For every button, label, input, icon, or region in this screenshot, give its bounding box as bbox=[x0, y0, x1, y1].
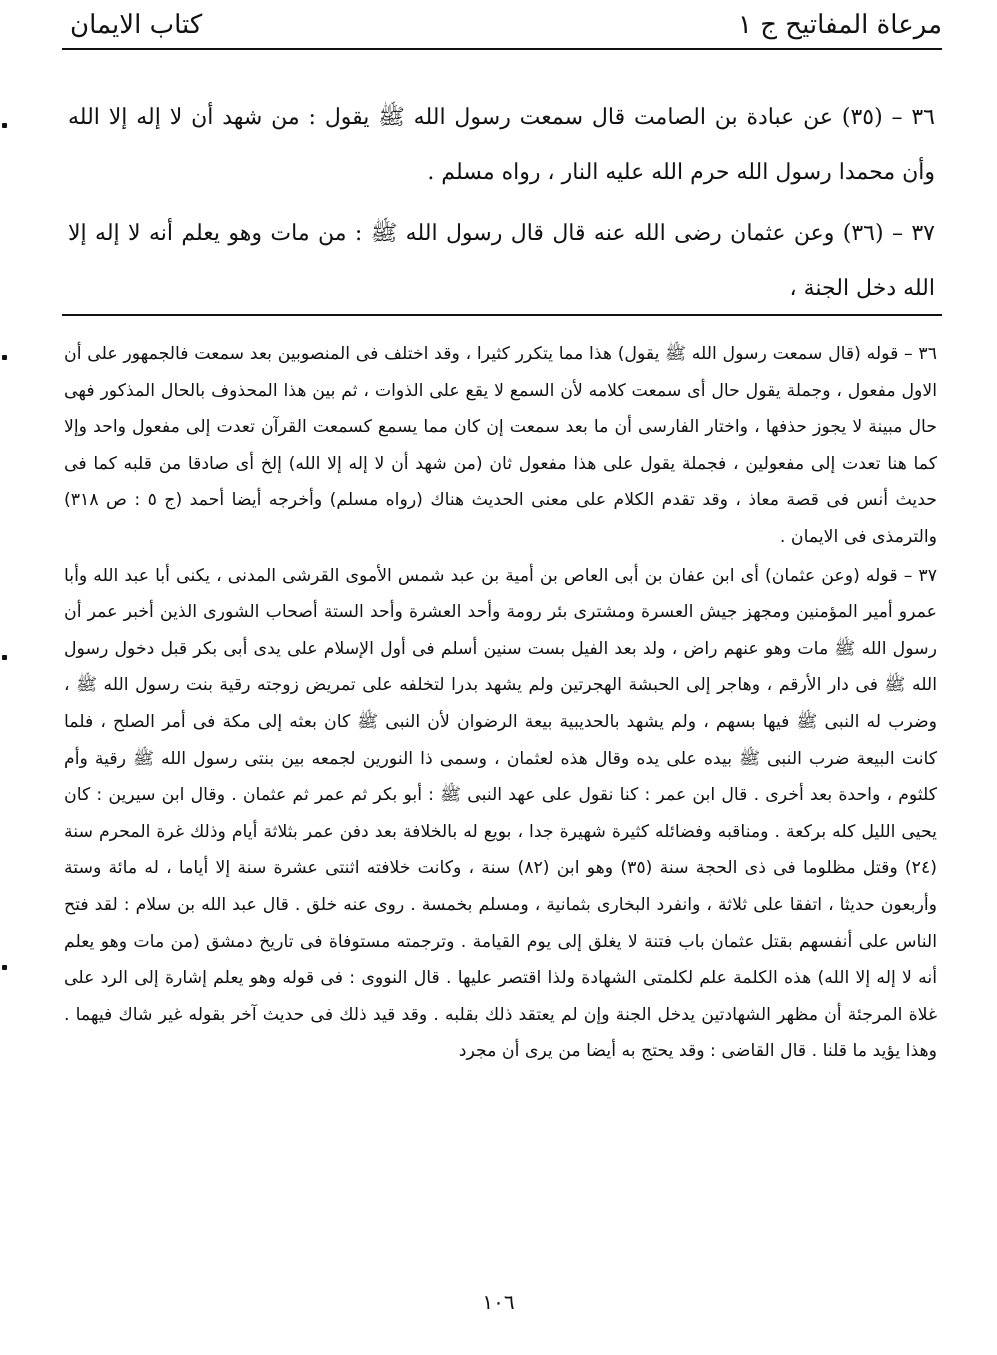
margin-mark bbox=[2, 355, 7, 360]
margin-mark bbox=[2, 123, 7, 128]
section-divider bbox=[62, 314, 942, 316]
commentary-36: ٣٦ – قوله (قال سمعت رسول الله ﷺ يقول) هذا مما يتكرر كثيرا ، وقد اختلف فى المنصوبين بعد سمعت فالجمهور على أن الاول مفعول ، وجملة يقول حال أى سمعت كلامه لأن السمع لا يقع على الذوات ، ثم بين هذا المحذوف بالحال المذكور فهى حال مبينة لا يجوز حذفها ، واختار الفارسى أن ما بعد سمعت إن كان مما يسمع كسمعت القرآن تعدت إلى مفعول واحد وإلا كما هنا تعدت إلى مفعولين ، فجملة يقول على هذا مفعول ثان (من شهد أن لا إله إلا الله) إلخ أى صادقا من قلبه كما فى حديث أنس فى قصة معاذ ، وقد تقدم الكلام على معنى الحديث هناك (رواه مسلم) وأخرجه أيضا أحمد (ج ٥ : ص ٣١٨) والترمذى فى الايمان . bbox=[64, 344, 937, 547]
chapter-title: كتاب الايمان bbox=[70, 10, 203, 40]
hadith-37: ٣٧ – (٣٦) وعن عثمان رضى الله عنه قال قال رسول الله ﷺ : من مات وهو يعلم أنه لا إله إلا الله دخل الجنة ، bbox=[68, 221, 935, 301]
hadith-36: ٣٦ – (٣٥) عن عبادة بن الصامت قال سمعت رسول الله ﷺ يقول : من شهد أن لا إله إلا الله وأن محمدا رسول الله حرم الله عليه النار ، رواه مسلم . bbox=[68, 105, 935, 185]
hadith-text-section bbox=[68, 90, 935, 322]
header-rule bbox=[62, 48, 942, 50]
running-header bbox=[60, 8, 942, 50]
margin-mark bbox=[2, 655, 7, 660]
book-title: مرعاة المفاتيح ج ١ bbox=[738, 10, 942, 40]
commentary-37: ٣٧ – قوله (وعن عثمان) أى ابن عفان بن أبى العاص بن أمية بن عبد شمس الأموى القرشى المدنى ، يكنى أبا عبد الله وأبا عمرو أمير المؤمنين ومجهز جيش العسرة ومشترى بئر رومة وأحد العشرة وأحد الستة أصحاب الشورى الذين أخبر عمر أن رسول الله ﷺ مات وهو عنهم راض ، ولد بعد الفيل بست سنين أسلم فى أول الإسلام على يدى أبى بكر قبل دخول رسول الله ﷺ فى دار الأرقم ، وهاجر إلى الحبشة الهجرتين ولم يشهد بدرا لتخلفه على تمريض زوجته رقية بنت رسول الله ﷺ ، وضرب له النبى ﷺ فيها بسهم ، ولم يشهد بالحديبية بيعة الرضوان لأن النبى ﷺ كان بعثه إلى مكة فى أمر الصلح ، فلما كانت البيعة ضرب النبى ﷺ بيده على يده وقال هذه لعثمان ، وسمى ذا النورين لجمعه بين بنتى رسول الله ﷺ رقية وأم كلثوم ، واحدة بعد أخرى . قال ابن عمر : كنا نقول على عهد النبى ﷺ : أبو بكر ثم عمر ثم عثمان . وقال ابن سيرين : كان يحيى الليل كله بركعة . ومناقبه وفضائله كثيرة شهيرة جدا ، بويع له بالخلافة بعد دفن عمر بثلاثة أيام وذلك غرة المحرم سنة (٢٤) وقتل مظلوما فى ذى الحجة سنة (٣٥) وهو ابن (٨٢) سنة ، وكانت خلافته اثنتى عشرة سنة إلا أياما ، له مائة وستة وأربعون حديثا ، اتفقا على ثلاثة ، وانفرد البخارى بثمانية ، ومسلم بخمسة . روى عنه خلق . قال عبد الله بن سلام : لقد فتح الناس على أنفسهم بقتل عثمان باب فتنة لا يغلق إلى يوم القيامة . وترجمته مستوفاة فى تاريخ دمشق (من مات وهو يعلم أنه لا إله إلا الله) هذه الكلمة علم لكلمتى الشهادة ولذا اقتصر عليها . قال النووى : فى قوله وهو يعلم إشارة إلى الرد على غلاة المرجئة أن مظهر الشهادتين يدخل الجنة وإن لم يعتقد ذلك بقلبه . وقد قيد ذلك فى حديث آخر بقوله غير شاك فيهما . وهذا يؤيد ما قلنا . قال القاضى : وقد يحتج به أيضا من يرى أن مجرد bbox=[64, 565, 937, 1062]
commentary-section bbox=[64, 336, 937, 1072]
margin-mark bbox=[2, 965, 7, 970]
page-number: ١٠٦ bbox=[482, 1290, 515, 1314]
